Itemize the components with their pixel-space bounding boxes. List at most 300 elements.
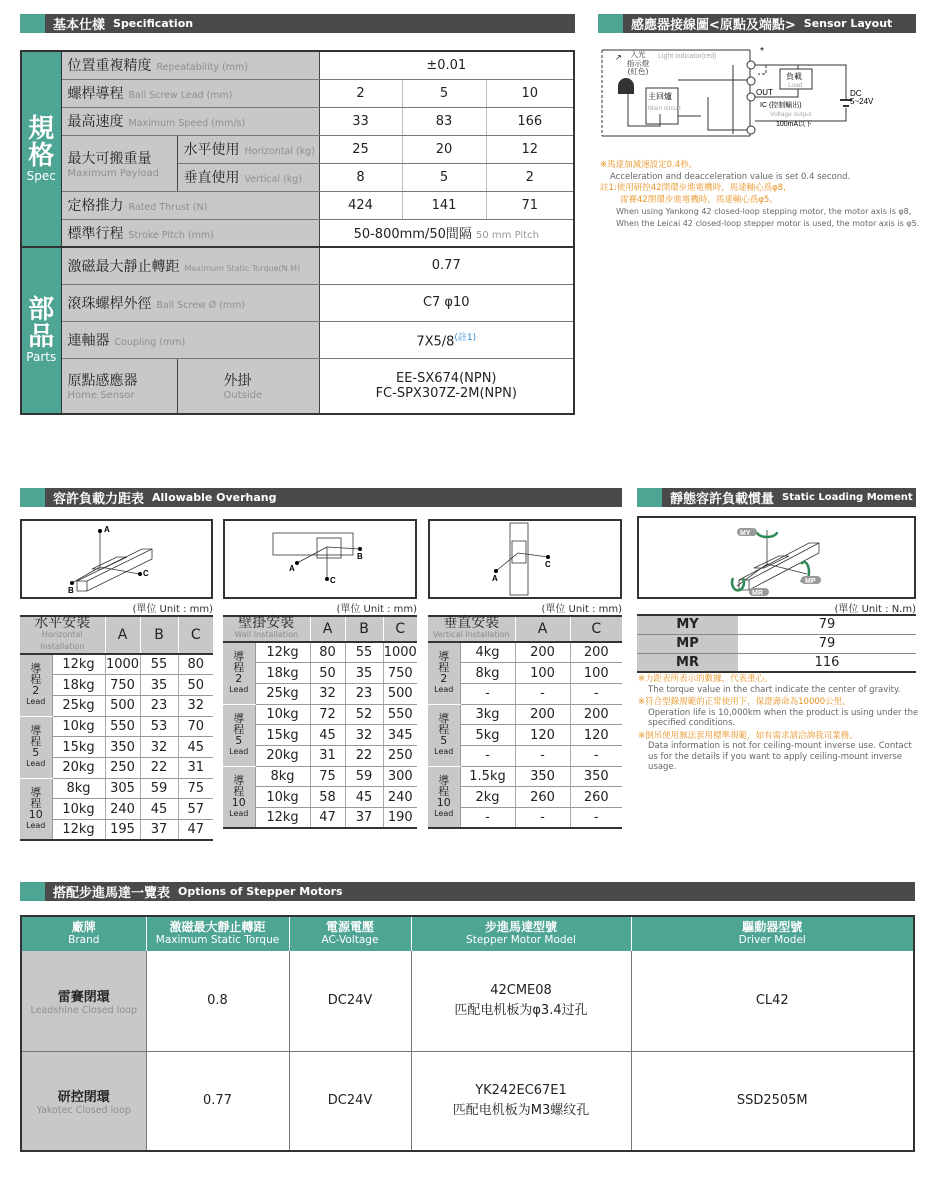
- value-cell: 58: [310, 787, 345, 808]
- value-cell: 45: [178, 737, 213, 758]
- vertical-diagram: [428, 519, 622, 599]
- value: 5: [402, 163, 486, 191]
- main-circuit-en: Main circuit: [648, 105, 681, 112]
- load-cell: 25kg: [52, 695, 105, 716]
- installation-header: [428, 616, 515, 642]
- static-moment-table: [637, 614, 916, 673]
- current-label: 100mA以下: [776, 121, 813, 128]
- col-voltage: [289, 916, 411, 951]
- lead-en: Lead: [434, 747, 454, 757]
- value: 424: [319, 191, 402, 219]
- light-indicator-label: Light indicator(red): [658, 53, 717, 60]
- value-cell: -: [515, 808, 570, 829]
- load-cell: 10kg: [255, 704, 310, 725]
- unit-label: (單位 Unit : mm): [541, 604, 622, 615]
- note-zh: 雷賽42閉環步進電機時，馬達軸心爲φ5。: [620, 194, 778, 205]
- col-c: C: [178, 616, 213, 654]
- lead-value: 2: [32, 684, 40, 698]
- value-cell: -: [570, 808, 622, 829]
- label-en: Vertical (kg): [244, 174, 303, 185]
- label-en: Maximum Payload: [67, 167, 159, 179]
- lead-value: 10: [28, 807, 43, 821]
- header-zh: 壁掛安裝: [238, 615, 295, 631]
- value-cell: 200: [515, 642, 570, 663]
- value-cell: -: [570, 683, 622, 704]
- axis-label-a: A: [492, 574, 498, 583]
- lead-zh: 導 程: [233, 650, 245, 675]
- parts-group-label: [21, 247, 61, 414]
- section-title-en: Static Loading Moment: [782, 492, 913, 503]
- value: 71: [486, 191, 574, 219]
- lead-zh: 導 程: [438, 712, 450, 737]
- axis-label-b: B: [68, 586, 74, 595]
- col-driver: [631, 916, 914, 951]
- horizontal-diagram: [20, 519, 213, 599]
- label-zh: 垂直使用: [183, 170, 240, 186]
- header-zh: 垂直安裝: [443, 615, 500, 631]
- value-cell: 350: [105, 737, 140, 758]
- value-cell: 300: [383, 766, 417, 787]
- spec-row-stroke: [21, 219, 574, 247]
- lead-value: 5: [235, 734, 243, 748]
- lead-group: [223, 704, 255, 766]
- value: 0.77: [319, 247, 574, 284]
- note-en: Operation life is 10,000km when the product is using under the specified conditions.: [648, 707, 919, 728]
- model-note: 匹配电机板为M3螺纹孔: [452, 1102, 590, 1118]
- header-en: Horizontal Installation: [40, 630, 85, 651]
- moment-key: MR: [637, 653, 738, 672]
- axis-label-a: A: [104, 525, 110, 534]
- header-zh: 步進馬達型號: [484, 920, 557, 934]
- col-a: A: [515, 616, 570, 642]
- spec-row-thrust: [21, 191, 574, 219]
- brand-zh: 雷賽閉環: [57, 989, 110, 1005]
- table-row: [428, 642, 622, 663]
- load-cell: 4kg: [460, 642, 515, 663]
- value-cell: 200: [515, 704, 570, 725]
- label-zh: 螺桿導程: [67, 86, 124, 102]
- value-cell: 35: [140, 675, 178, 696]
- vertical-overhang-table: [428, 615, 622, 829]
- value-cell: 47: [178, 820, 213, 841]
- motor-section-header: [20, 882, 915, 901]
- section-title-en: Options of Stepper Motors: [178, 885, 343, 898]
- light-arrow-icon: ↗: [615, 53, 622, 62]
- table-row: [223, 642, 417, 663]
- note-zh: ※力距表所表示的數據，代表重心。: [638, 674, 773, 684]
- load-cell: 12kg: [52, 820, 105, 841]
- header-row: [428, 616, 622, 642]
- voltage: DC24V: [289, 1051, 411, 1151]
- value-cell: 59: [140, 778, 178, 799]
- label-mr: MR: [752, 590, 763, 597]
- label-zh: 最大可搬重量: [67, 150, 152, 167]
- note-en: Data information is not for ceiling-mount inverse use. Contact us for the details if you want to apply ceiling-mount inverse usage.: [648, 741, 912, 772]
- load-cell: 8kg: [460, 663, 515, 684]
- note-zh: ※符合型錄規範的正常使用下，保證壽命為10000公里。: [638, 697, 851, 707]
- table-row: [20, 778, 213, 799]
- lead-zh: 導 程: [438, 773, 450, 798]
- spec-row-home: [21, 358, 574, 414]
- section-title-en: Specification: [113, 17, 194, 30]
- note-zh: ※倒吊使用無法套用標準規範，如有需求請洽詢我司業務。: [638, 730, 858, 741]
- lead-zh: 導 程: [233, 773, 245, 798]
- value: ±0.01: [319, 51, 574, 79]
- value-cell: 250: [383, 745, 417, 766]
- unit-label: (單位 Unit : mm): [336, 604, 417, 615]
- load-cell: 15kg: [255, 725, 310, 746]
- out-label: OUT: [756, 88, 773, 97]
- load-en: Load: [788, 82, 803, 89]
- value-cell: 200: [570, 704, 622, 725]
- col-a: A: [310, 616, 345, 642]
- lead-group: [428, 766, 460, 828]
- sensor-notes: [600, 160, 920, 229]
- header-en: Wall Installation: [234, 630, 299, 639]
- axis-label-c: C: [545, 560, 551, 569]
- spec-row-payload-horizontal: [21, 135, 574, 163]
- group-en: Spec: [26, 168, 56, 183]
- load-cell: 10kg: [255, 787, 310, 808]
- load-cell: 8kg: [52, 778, 105, 799]
- value-cell: 240: [383, 787, 417, 808]
- value-cell: 195: [105, 820, 140, 841]
- model: YK242EC67E1: [475, 1082, 567, 1098]
- value-cell: 32: [310, 683, 345, 704]
- value-cell: 72: [310, 704, 345, 725]
- label-zh: 位置重複精度: [67, 58, 152, 75]
- table-row: [428, 704, 622, 725]
- value-cell: 80: [178, 654, 213, 675]
- lead-en: Lead: [434, 808, 454, 818]
- load-cell: 12kg: [255, 642, 310, 663]
- spec-group-label: [21, 51, 61, 247]
- lead-zh: 導 程: [30, 724, 42, 749]
- moment-key: MP: [637, 634, 738, 653]
- header-en: Vertical Installation: [432, 630, 510, 639]
- lead-zh: 導 程: [233, 712, 245, 737]
- main-circuit-label: 主回爐: [648, 92, 672, 101]
- value-en: 50 mm Pitch: [476, 230, 539, 242]
- note-en: Acceleration and deacceleration value is set 0.4 second.: [610, 171, 851, 182]
- asterisk: *: [760, 46, 764, 57]
- value-cell: -: [515, 683, 570, 704]
- value: 141: [402, 191, 486, 219]
- value: C7 φ10: [319, 284, 574, 321]
- value-cell: 100: [570, 663, 622, 684]
- table-row: [637, 615, 916, 634]
- value-cell: 23: [140, 695, 178, 716]
- header-zh: 廠牌: [71, 920, 96, 934]
- value-cell: 345: [383, 725, 417, 746]
- value-cell: 260: [570, 787, 622, 808]
- moment-key: MY: [637, 615, 738, 634]
- section-title: 搭配步進馬達一覽表: [53, 886, 171, 901]
- header-row: [21, 916, 914, 951]
- voltage: DC24V: [289, 951, 411, 1051]
- unit-label: (單位 Unit : mm): [132, 604, 213, 615]
- dc-label: DC: [850, 89, 862, 98]
- lead-en: Lead: [26, 759, 46, 769]
- lead-group: [20, 716, 52, 778]
- static-notes: [638, 674, 920, 773]
- horizontal-overhang-table: [20, 615, 213, 841]
- table-row: [428, 766, 622, 787]
- section-title-en: Sensor Layout: [803, 17, 893, 30]
- value-cell: 750: [105, 675, 140, 696]
- value-cell: 80: [310, 642, 345, 663]
- moment-value: 79: [738, 634, 916, 653]
- lead-en: Lead: [229, 808, 249, 818]
- driver: SSD2505M: [736, 1093, 808, 1109]
- value-cell: 1000: [105, 654, 140, 675]
- header-zh: 電源電壓: [325, 920, 374, 934]
- spec-row-screw-dia: [21, 284, 574, 321]
- label-zh: 標準行程: [67, 225, 124, 242]
- value-cell: 32: [140, 737, 178, 758]
- value-cell: -: [515, 745, 570, 766]
- value: 7X5/8: [416, 334, 455, 350]
- lead-en: Lead: [26, 697, 46, 707]
- spec-row-torque: [21, 247, 574, 284]
- label-zh: 定格推力: [67, 198, 124, 214]
- value-cell: 31: [310, 745, 345, 766]
- value-cell: 22: [345, 745, 383, 766]
- value-cell: 240: [105, 799, 140, 820]
- value-cell: 50: [178, 675, 213, 696]
- type-en: Outside: [223, 390, 263, 402]
- header-en: Driver Model: [738, 934, 806, 946]
- spec-row-coupling: [21, 321, 574, 358]
- section-title-en: Allowable Overhang: [152, 491, 277, 504]
- indicator-lamp-label: 入光 指示燈 (紅色): [622, 51, 654, 77]
- label-en: Ball Screw Lead (mm): [128, 90, 233, 101]
- value-cell: 55: [345, 642, 383, 663]
- table-row: [223, 766, 417, 787]
- load-cell: 2kg: [460, 787, 515, 808]
- brand-zh: 研控閉環: [57, 1089, 110, 1105]
- load-cell: 25kg: [255, 683, 310, 704]
- value-cell: 35: [345, 663, 383, 684]
- spec-section-header: [20, 14, 575, 33]
- type-zh: 外掛: [223, 373, 252, 390]
- spec-table: [20, 50, 575, 415]
- load-cell: 1.5kg: [460, 766, 515, 787]
- value-cell: 22: [140, 757, 178, 778]
- load-cell: 8kg: [255, 766, 310, 787]
- moment-value: 116: [738, 653, 916, 672]
- col-b: B: [140, 616, 178, 654]
- value-cell: 75: [310, 766, 345, 787]
- moment-value: 79: [738, 615, 916, 634]
- installation-header: [20, 616, 105, 654]
- lead-value: 5: [440, 734, 448, 748]
- lead-group: [20, 654, 52, 716]
- value-cell: 45: [345, 787, 383, 808]
- lead-zh: 導 程: [30, 662, 42, 687]
- value-cell: 50: [310, 663, 345, 684]
- lead-en: Lead: [229, 747, 249, 757]
- wall-overhang-table: [223, 615, 417, 829]
- value-cell: 32: [178, 695, 213, 716]
- section-title: 感應器接線圖<原點及端點>: [631, 18, 796, 33]
- value-cell: 100: [515, 663, 570, 684]
- axis-label-c: C: [330, 576, 336, 585]
- driver: CL42: [631, 951, 914, 1051]
- label-en: Repeatability (mm): [156, 62, 248, 74]
- spec-row-lead: [21, 79, 574, 107]
- lead-en: Lead: [434, 685, 454, 695]
- label-zh: 最高速度: [67, 114, 124, 130]
- label-en: Rated Thrust (N): [128, 202, 208, 213]
- value-cell: 52: [345, 704, 383, 725]
- brand-en: Leadshine Closed loop: [30, 1004, 138, 1016]
- load-cell: -: [460, 683, 515, 704]
- spec-row-speed: [21, 107, 574, 135]
- col-b: B: [345, 616, 383, 642]
- col-c: C: [570, 616, 622, 642]
- label-en: Coupling (mm): [114, 336, 186, 348]
- lead-group: [20, 778, 52, 840]
- spec-row-repeatability: [21, 51, 574, 79]
- static-moment-diagram: [637, 516, 916, 599]
- header-zh: 驅動器型號: [742, 920, 803, 934]
- header-en: Brand: [68, 934, 100, 946]
- overhang-section-header: [20, 488, 622, 507]
- value: 25: [319, 135, 402, 163]
- lead-group: [428, 642, 460, 704]
- axis-label-c: C: [143, 569, 149, 578]
- section-title: 容許負載力距表: [53, 492, 145, 507]
- header-en: Stepper Motor Model: [466, 934, 576, 946]
- dc-range-label: 5~24V: [850, 97, 874, 106]
- label-zh: 原點感應器: [67, 373, 138, 390]
- value-cell: 31: [178, 757, 213, 778]
- brand-en: Yakotec Closed loop: [36, 1104, 131, 1116]
- table-row: [21, 1051, 914, 1151]
- value-cell: 250: [105, 757, 140, 778]
- value: EE-SX674(NPN): [395, 370, 497, 386]
- value-cell: 120: [515, 725, 570, 746]
- label-en: Home Sensor: [67, 390, 135, 402]
- value: 8: [319, 163, 402, 191]
- value: 20: [402, 135, 486, 163]
- motor-table: [20, 915, 915, 1152]
- table-row: [21, 951, 914, 1051]
- load-cell: -: [460, 808, 515, 829]
- note-en: When the Leicai 42 closed-loop stepper motor is used, the motor axis is φ5.: [616, 218, 920, 228]
- value-cell: 37: [345, 808, 383, 829]
- value-cell: 550: [105, 716, 140, 737]
- value: 33: [319, 107, 402, 135]
- value-cell: 70: [178, 716, 213, 737]
- ic-label: IC (控制輸出): [760, 102, 802, 109]
- col-brand: [21, 916, 146, 951]
- value: 10: [486, 79, 574, 107]
- label-en: Ball Screw Ø (mm): [156, 299, 246, 311]
- header-en: Maximum Static Torque: [155, 934, 280, 946]
- voltage-output-label: Voltage output: [770, 111, 812, 118]
- lead-value: 5: [32, 746, 40, 760]
- lead-zh: 導 程: [438, 650, 450, 675]
- value-cell: 55: [140, 654, 178, 675]
- static-section-header: [637, 488, 916, 507]
- load-cell: 3kg: [460, 704, 515, 725]
- label-en: Horizontal (kg): [244, 146, 315, 157]
- value-cell: 350: [570, 766, 622, 787]
- col-model: [411, 916, 631, 951]
- group-zh: 規 格: [28, 113, 55, 171]
- load-cell: 20kg: [52, 757, 105, 778]
- value: 2: [319, 79, 402, 107]
- label-my: MY: [740, 530, 751, 537]
- note-zh: ※馬達加減速設定0.4秒。: [600, 160, 698, 170]
- label-en: Stroke Pitch (mm): [128, 229, 214, 241]
- label-zh: 水平使用: [183, 142, 240, 158]
- value-cell: 260: [515, 787, 570, 808]
- table-row: [20, 654, 213, 675]
- col-c: C: [383, 616, 417, 642]
- lead-en: Lead: [229, 685, 249, 695]
- group-zh: 部 品: [28, 295, 55, 352]
- value-cell: 500: [383, 683, 417, 704]
- label-zh: 連軸器: [67, 332, 110, 349]
- model: 42CME08: [490, 982, 552, 998]
- note-en: When using Yankong 42 closed-loop stepping motor, the motor axis is φ8,: [616, 207, 912, 216]
- value-cell: 550: [383, 704, 417, 725]
- wall-diagram: [223, 519, 417, 599]
- value-cell: 59: [345, 766, 383, 787]
- value-cell: 45: [310, 725, 345, 746]
- value-cell: 750: [383, 663, 417, 684]
- value-cell: 120: [570, 725, 622, 746]
- value-cell: 23: [345, 683, 383, 704]
- axis-label-b: B: [357, 552, 363, 561]
- header-zh: 水平安裝: [34, 615, 91, 631]
- lead-value: 10: [231, 795, 246, 809]
- torque: 0.8: [146, 951, 289, 1051]
- group-en: Parts: [26, 350, 57, 364]
- value-cell: 53: [140, 716, 178, 737]
- label-mp: MP: [805, 578, 816, 585]
- load-cell: 10kg: [52, 716, 105, 737]
- sensor-section-header: [598, 14, 916, 33]
- value-cell: 45: [140, 799, 178, 820]
- load-cell: 20kg: [255, 745, 310, 766]
- lead-group: [428, 704, 460, 766]
- lead-en: Lead: [26, 820, 46, 830]
- load-cell: 5kg: [460, 725, 515, 746]
- value-cell: 57: [178, 799, 213, 820]
- lead-value: 10: [436, 795, 451, 809]
- load-cell: 10kg: [52, 799, 105, 820]
- load-label: 負載: [786, 72, 802, 81]
- header-row: [20, 616, 213, 654]
- torque: 0.77: [146, 1051, 289, 1151]
- value-cell: 200: [570, 642, 622, 663]
- col-torque: [146, 916, 289, 951]
- col-a: A: [105, 616, 140, 654]
- load-cell: 18kg: [52, 675, 105, 696]
- table-row: [20, 716, 213, 737]
- load-cell: 12kg: [52, 654, 105, 675]
- section-title: 靜態容許負載慣量: [670, 492, 775, 507]
- header-row: [223, 616, 417, 642]
- note-zh: 註1:使用研控42閉環步進電機時，馬達軸心爲φ8,: [600, 183, 786, 193]
- load-cell: 15kg: [52, 737, 105, 758]
- axis-label-a: A: [289, 564, 295, 573]
- label-zh: 滾珠螺桿外徑: [67, 295, 152, 312]
